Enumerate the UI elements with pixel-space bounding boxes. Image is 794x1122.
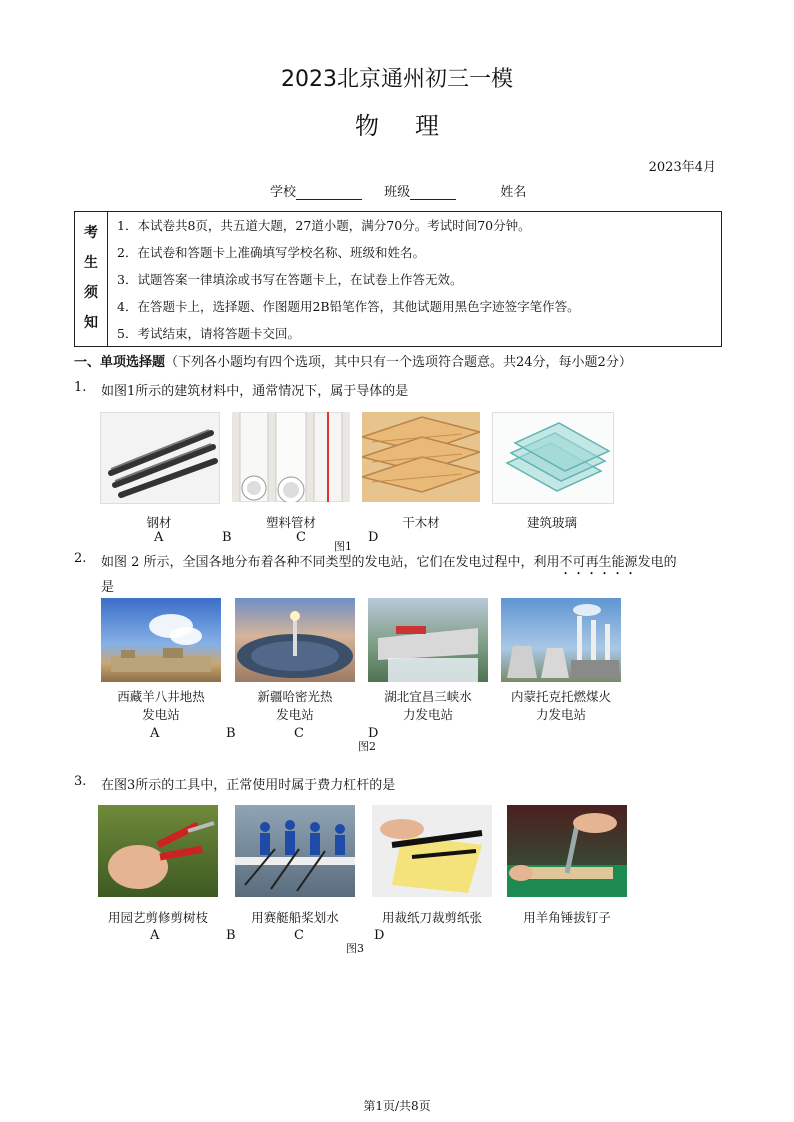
notice-rule: 5．考试结束，请将答题卡交回。: [117, 326, 300, 341]
wood-planks-icon: [362, 412, 480, 502]
class-label: 班级: [384, 185, 411, 200]
q1-option-c: C: [296, 530, 306, 545]
question-1-number: 1.: [74, 380, 87, 395]
plastic-pipes-icon: [232, 412, 350, 502]
notice-rule: 4．在答题卡上，选择题、作图题用2B铅笔作答，其他试题用黑色字迹签字笔作答。: [117, 299, 580, 314]
garden-shears-image: [98, 805, 218, 897]
exam-date: 2023年4月: [648, 160, 716, 175]
notice-side-label: [75, 212, 108, 346]
question-3-number: 3.: [74, 774, 87, 789]
q2-caption-b: [230, 687, 360, 723]
q2-caption-a: [96, 687, 226, 723]
q1-caption-c: 干木材: [402, 515, 440, 530]
q2-caption-d: [496, 687, 626, 723]
student-info-line: [270, 181, 526, 200]
q3-option-d: D: [374, 928, 385, 943]
notice-side-char: 知: [84, 315, 98, 331]
q3-option-b: B: [226, 928, 236, 943]
question-2-number: 2.: [74, 551, 87, 566]
rowing-icon: [235, 805, 355, 897]
q3-caption-a: 用园艺剪修剪树枝: [107, 910, 208, 925]
q2-caption-d-line1: 内蒙托克托燃煤火: [510, 689, 611, 704]
q3-option-c: C: [294, 928, 304, 943]
claw-hammer-icon: [507, 805, 627, 897]
q3-option-a: A: [150, 928, 160, 943]
q2-option-a: A: [150, 726, 160, 741]
q1-caption-b: 塑料管材: [265, 515, 316, 530]
q2-caption-c: [363, 687, 493, 723]
solar-tower-icon: [235, 598, 355, 682]
q2-option-d: D: [368, 726, 379, 741]
glass-image: [492, 412, 614, 504]
q3-caption-b: 用赛艇船桨划水: [251, 910, 339, 925]
notice-side-char: 考: [84, 225, 98, 241]
q2-option-b: B: [226, 726, 236, 741]
coal-power-station-image: [501, 598, 621, 682]
candidate-notice-box: [74, 211, 722, 347]
dam-icon: [368, 598, 488, 682]
q2-text-part2: 发电的: [637, 555, 677, 570]
school-blank: [296, 185, 362, 200]
pruning-shears-icon: [98, 805, 218, 897]
section-note: （下列各小题均有四个选项，其中只有一个选项符合题意。共24分，每小题2分）: [165, 355, 632, 370]
notice-side-char: 须: [84, 285, 98, 301]
subject-title: 物理: [355, 112, 475, 140]
steel-bars-image: [100, 412, 220, 504]
paper-cutter-icon: [372, 805, 492, 897]
question-3-text: 在图3所示的工具中，正常使用时属于费力杠杆的是: [101, 778, 396, 793]
question-2-text: [101, 551, 677, 578]
q1-caption-d: 建筑玻璃: [526, 515, 577, 530]
page-footer: 第1页/共8页: [363, 1099, 431, 1113]
solar-thermal-station-image: [235, 598, 355, 682]
q2-caption-c-line2: 力发电站: [402, 707, 453, 722]
q1-option-a: A: [154, 530, 164, 545]
section-heading: [74, 351, 632, 370]
figure-1-label: 图1: [334, 540, 352, 553]
q2-caption-b-line2: 发电站: [276, 707, 314, 722]
exam-title: 2023北京通州初三一模: [281, 67, 513, 92]
notice-rule: 3．试题答案一律填涂或书写在答题卡上，在试卷上作答无效。: [117, 272, 463, 287]
plastic-pipes-image: [232, 412, 350, 502]
q2-caption-d-line2: 力发电站: [535, 707, 586, 722]
name-label: 姓名: [500, 185, 527, 200]
q2-text-part1: 如图 2 所示，全国各地分布着各种不同类型的发电站，它们在发电过程中，利用: [101, 555, 560, 570]
steel-bars-icon: [101, 413, 219, 503]
question-1-text: 如图1所示的建筑材料中，通常情况下，属于导体的是: [101, 384, 409, 399]
q2-emphasis: 不可再生能源: [559, 555, 638, 570]
notice-side-char: 生: [84, 255, 98, 271]
hydro-station-image: [368, 598, 488, 682]
q3-caption-d: 用羊角锤拔钉子: [523, 910, 611, 925]
notice-rule: 1．本试卷共8页，共五道大题，27道小题，满分70分。考试时间70分钟。: [117, 218, 531, 233]
q1-option-d: D: [368, 530, 379, 545]
figure-3-label: 图3: [346, 942, 364, 955]
q2-caption-a-line2: 发电站: [142, 707, 180, 722]
figure-2-label: 图2: [358, 740, 376, 753]
rowing-boat-image: [235, 805, 355, 897]
question-2-text-line2: 是: [101, 580, 115, 595]
school-label: 学校: [270, 185, 297, 200]
dry-wood-image: [362, 412, 480, 502]
geothermal-plant-icon: [101, 598, 221, 682]
cooling-tower-icon: [501, 598, 621, 682]
q2-caption-a-line1: 西藏羊八井地热: [117, 689, 205, 704]
q2-caption-c-line1: 湖北宜昌三峡水: [384, 689, 472, 704]
notice-rule: 2．在试卷和答题卡上准确填写学校名称、班级和姓名。: [117, 245, 425, 260]
q2-caption-b-line1: 新疆哈密光热: [257, 689, 333, 704]
q1-option-b: B: [222, 530, 232, 545]
paper-cutter-image: [372, 805, 492, 897]
claw-hammer-image: [507, 805, 627, 897]
class-blank: [410, 185, 456, 200]
section-title: 一、单项选择题: [74, 355, 166, 370]
geothermal-station-image: [101, 598, 221, 682]
q2-option-c: C: [294, 726, 304, 741]
glass-panes-icon: [493, 413, 613, 503]
q1-caption-a: 钢材: [146, 515, 172, 530]
q3-caption-c: 用裁纸刀裁剪纸张: [381, 910, 482, 925]
